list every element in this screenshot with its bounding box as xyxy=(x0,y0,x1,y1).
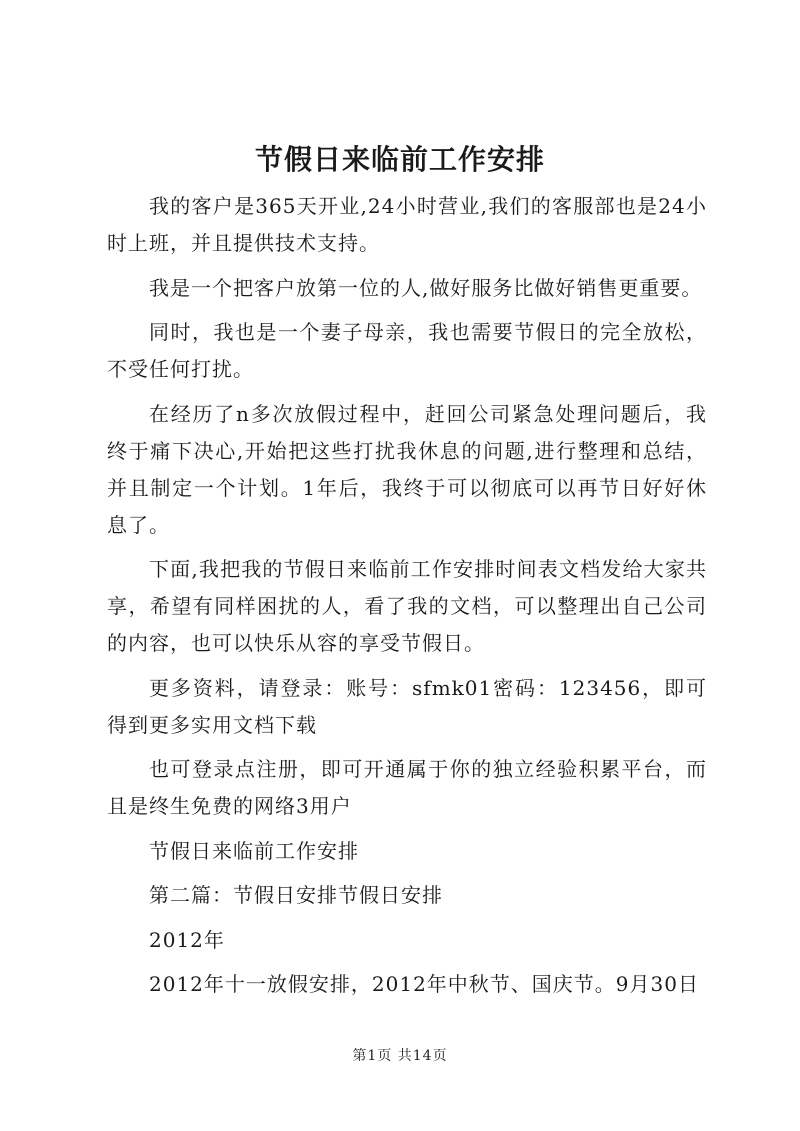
paragraph: 在经历了n多次放假过程中，赶回公司紧急处理问题后，我终于痛下决心,开始把这些打扰我休息的问题,进行整理和总结，并且制定一个计划。1年后，我终于可以彻底可以再节日好好休息了。 xyxy=(107,401,707,537)
paragraph: 同时，我也是一个妻子母亲，我也需要节假日的完全放松，不受任何打扰。 xyxy=(107,320,707,381)
paragraph: 2012年十一放假安排，2012年中秋节、国庆节。9月30日 xyxy=(149,972,699,996)
paragraph: 更多资料，请登录：账号：sfmk01密码：123456，即可得到更多实用文档下载 xyxy=(107,675,707,737)
paragraph: 第二篇：节假日安排节假日安排 xyxy=(149,883,443,907)
paragraph: 我是一个把客户放第一位的人,做好服务比做好销售更重要。 xyxy=(149,275,703,300)
paragraph: 我的客户是365天开业,24小时营业,我们的客服部也是24小时上班，并且提供技术支持。 xyxy=(107,194,707,255)
document-body xyxy=(107,188,707,1011)
paragraph: 下面,我把我的节假日来临前工作安排时间表文档发给大家共享，希望有同样困扰的人，看了我的文档，可以整理出自己公司的内容，也可以快乐从容的享受节假日。 xyxy=(107,557,707,655)
paragraph: 也可登录点注册，即可开通属于你的独立经验积累平台，而且是终生免费的网络3用户 xyxy=(107,757,707,818)
page-number-footer: 第1页 共14页 xyxy=(352,1048,448,1064)
document-title: 节假日来临前工作安排 xyxy=(254,143,545,176)
paragraph: 2012年 xyxy=(149,927,225,952)
paragraph: 节假日来临前工作安排 xyxy=(149,838,359,863)
